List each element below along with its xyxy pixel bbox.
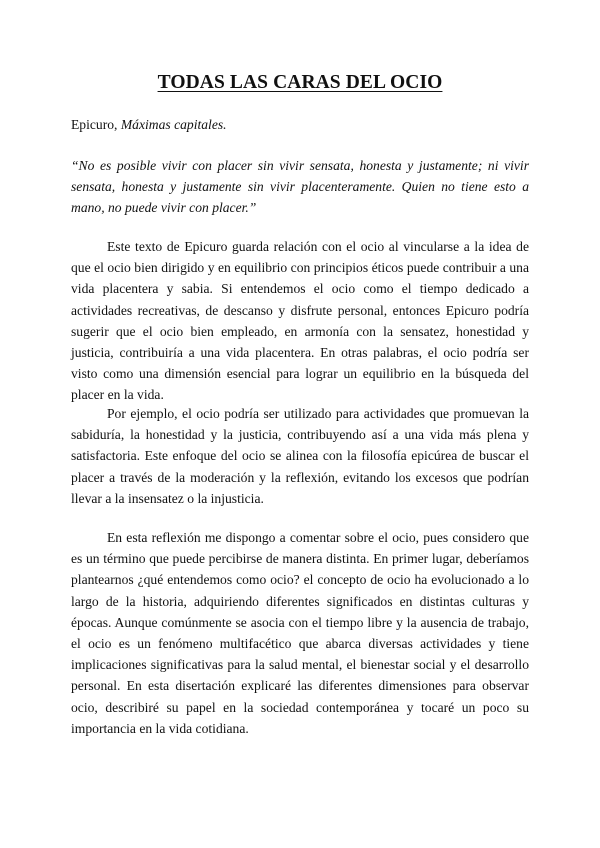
epicurus-quote: “No es posible vivir con placer sin vivir sensata, honesta y justamente; ni vivir sensata, honesta y justamente sin vivir placenteramente. Quien no tiene esto a mano, no puede vivir con placer.” [71,158,529,216]
paragraph-2: Por ejemplo, el ocio podría ser utilizado para actividades que promuevan la sabiduría, la honestidad y la justicia, contribuyendo así a una vida más plena y satisfactoria. Este enfoque del ocio se alinea con la filosofía epicúrea de buscar el placer a través de la moderación y la reflexión, evitando los excesos que podrían llevar a la insensatez o la injusticia. [71,406,529,506]
source-work: Máximas capitales. [120,117,227,132]
paragraph-1: Este texto de Epicuro guarda relación con el ocio al vincularse a la idea de que el ocio bien dirigido y en equilibrio con principios éticos puede contribuir a una vida placentera y sabia. Si entendemos el ocio como el tiempo dedicado a actividades recreativas, de descanso y disfrute personal, entonces Epicuro podría sugerir que el ocio bien empleado, en armonía con la sensatez, honestidad y justicia, contribuiría a una vida placentera. En otras palabras, el ocio podría ser visto como una dimensión esencial para lograr un equilibrio en la búsqueda del placer en la vida. [71,239,529,403]
source-author: Epicuro, [71,117,121,132]
paragraph-3: En esta reflexión me dispongo a comentar sobre el ocio, pues considero que es un término que puede percibirse de manera distinta. En primer lugar, deberíamos plantearnos ¿qué entendemos como ocio? el concepto de ocio ha evolucionado a lo largo de la historia, adquiriendo diferentes significados en distintas culturas y épocas. Aunque comúnmente se asocia con el tiempo libre y la ausencia de trabajo, el ocio es un fenómeno multifacético que abarca diversas actividades y tiene implicaciones significativas para la salud mental, el bienestar social y el desarrollo personal. En esta disertación explicaré las diferentes dimensiones para observar ocio, describiré su papel en la sociedad contemporánea y tocaré un poco su importancia en la vida cotidiana. [71,530,529,736]
document-title: TODAS LAS CARAS DEL OCIO [157,72,443,93]
quote-source [71,117,227,133]
